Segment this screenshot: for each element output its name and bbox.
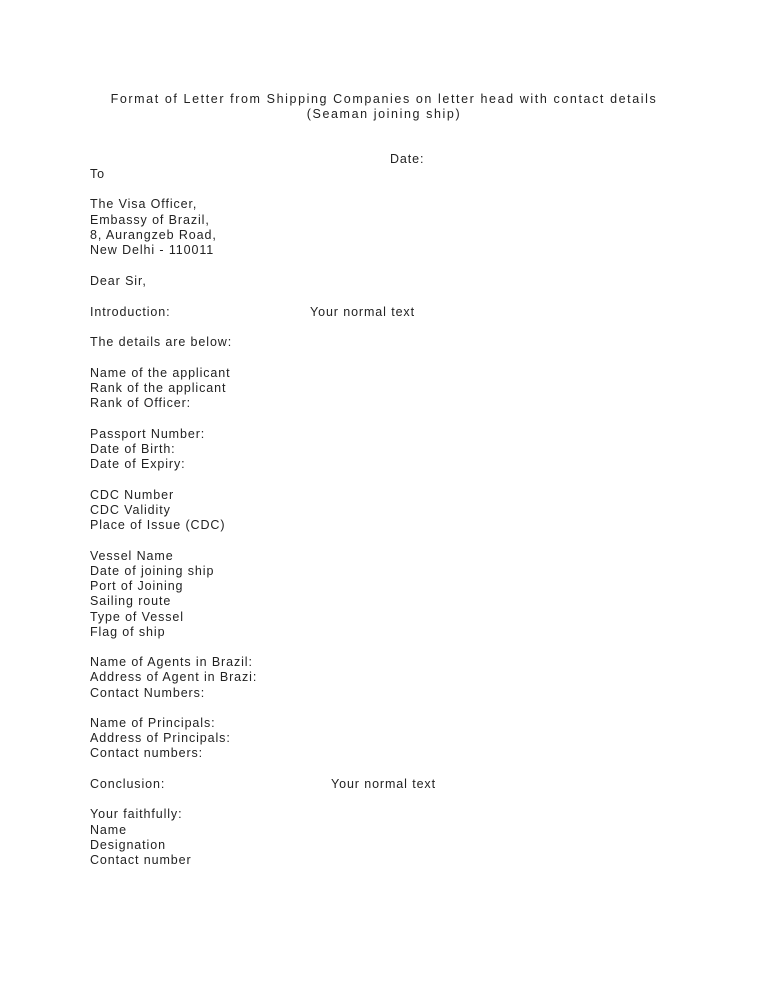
principal-field: Name of Principals: xyxy=(90,716,216,730)
to-label: To xyxy=(90,167,106,181)
principal-field: Contact numbers: xyxy=(90,746,204,760)
passport-field: Date of Birth: xyxy=(90,442,176,456)
details-intro: The details are below: xyxy=(90,335,233,349)
salutation: Dear Sir, xyxy=(90,274,147,288)
applicant-field: Rank of the applicant xyxy=(90,381,227,395)
vessel-field: Vessel Name xyxy=(90,549,174,563)
passport-field: Date of Expiry: xyxy=(90,457,186,471)
agent-field: Contact Numbers: xyxy=(90,686,206,700)
date-label: Date: xyxy=(390,152,425,166)
address-line: Embassy of Brazil, xyxy=(90,213,210,227)
introduction-label: Introduction: xyxy=(90,305,171,319)
agent-field: Address of Agent in Brazi: xyxy=(90,670,258,684)
vessel-field: Port of Joining xyxy=(90,579,184,593)
signature-field: Contact number xyxy=(90,853,192,867)
vessel-field: Type of Vessel xyxy=(90,610,184,624)
document-title-line-1: Format of Letter from Shipping Companies on letter head with contact details xyxy=(110,92,658,106)
address-line: 8, Aurangzeb Road, xyxy=(90,228,217,242)
signature-field: Name xyxy=(90,823,127,837)
introduction-text: Your normal text xyxy=(310,305,415,319)
applicant-field: Rank of Officer: xyxy=(90,396,192,410)
agent-field: Name of Agents in Brazil: xyxy=(90,655,253,669)
vessel-field: Date of joining ship xyxy=(90,564,215,578)
vessel-field: Flag of ship xyxy=(90,625,166,639)
address-line: New Delhi - 110011 xyxy=(90,243,215,257)
cdc-field: Place of Issue (CDC) xyxy=(90,518,226,532)
conclusion-text: Your normal text xyxy=(331,777,436,791)
principal-field: Address of Principals: xyxy=(90,731,231,745)
vessel-field: Sailing route xyxy=(90,594,172,608)
signature-field: Your faithfully: xyxy=(90,807,183,821)
signature-field: Designation xyxy=(90,838,166,852)
address-line: The Visa Officer, xyxy=(90,197,198,211)
passport-field: Passport Number: xyxy=(90,427,206,441)
cdc-field: CDC Validity xyxy=(90,503,171,517)
cdc-field: CDC Number xyxy=(90,488,175,502)
applicant-field: Name of the applicant xyxy=(90,366,231,380)
document-title-line-2: (Seaman joining ship) xyxy=(306,107,462,121)
conclusion-label: Conclusion: xyxy=(90,777,166,791)
